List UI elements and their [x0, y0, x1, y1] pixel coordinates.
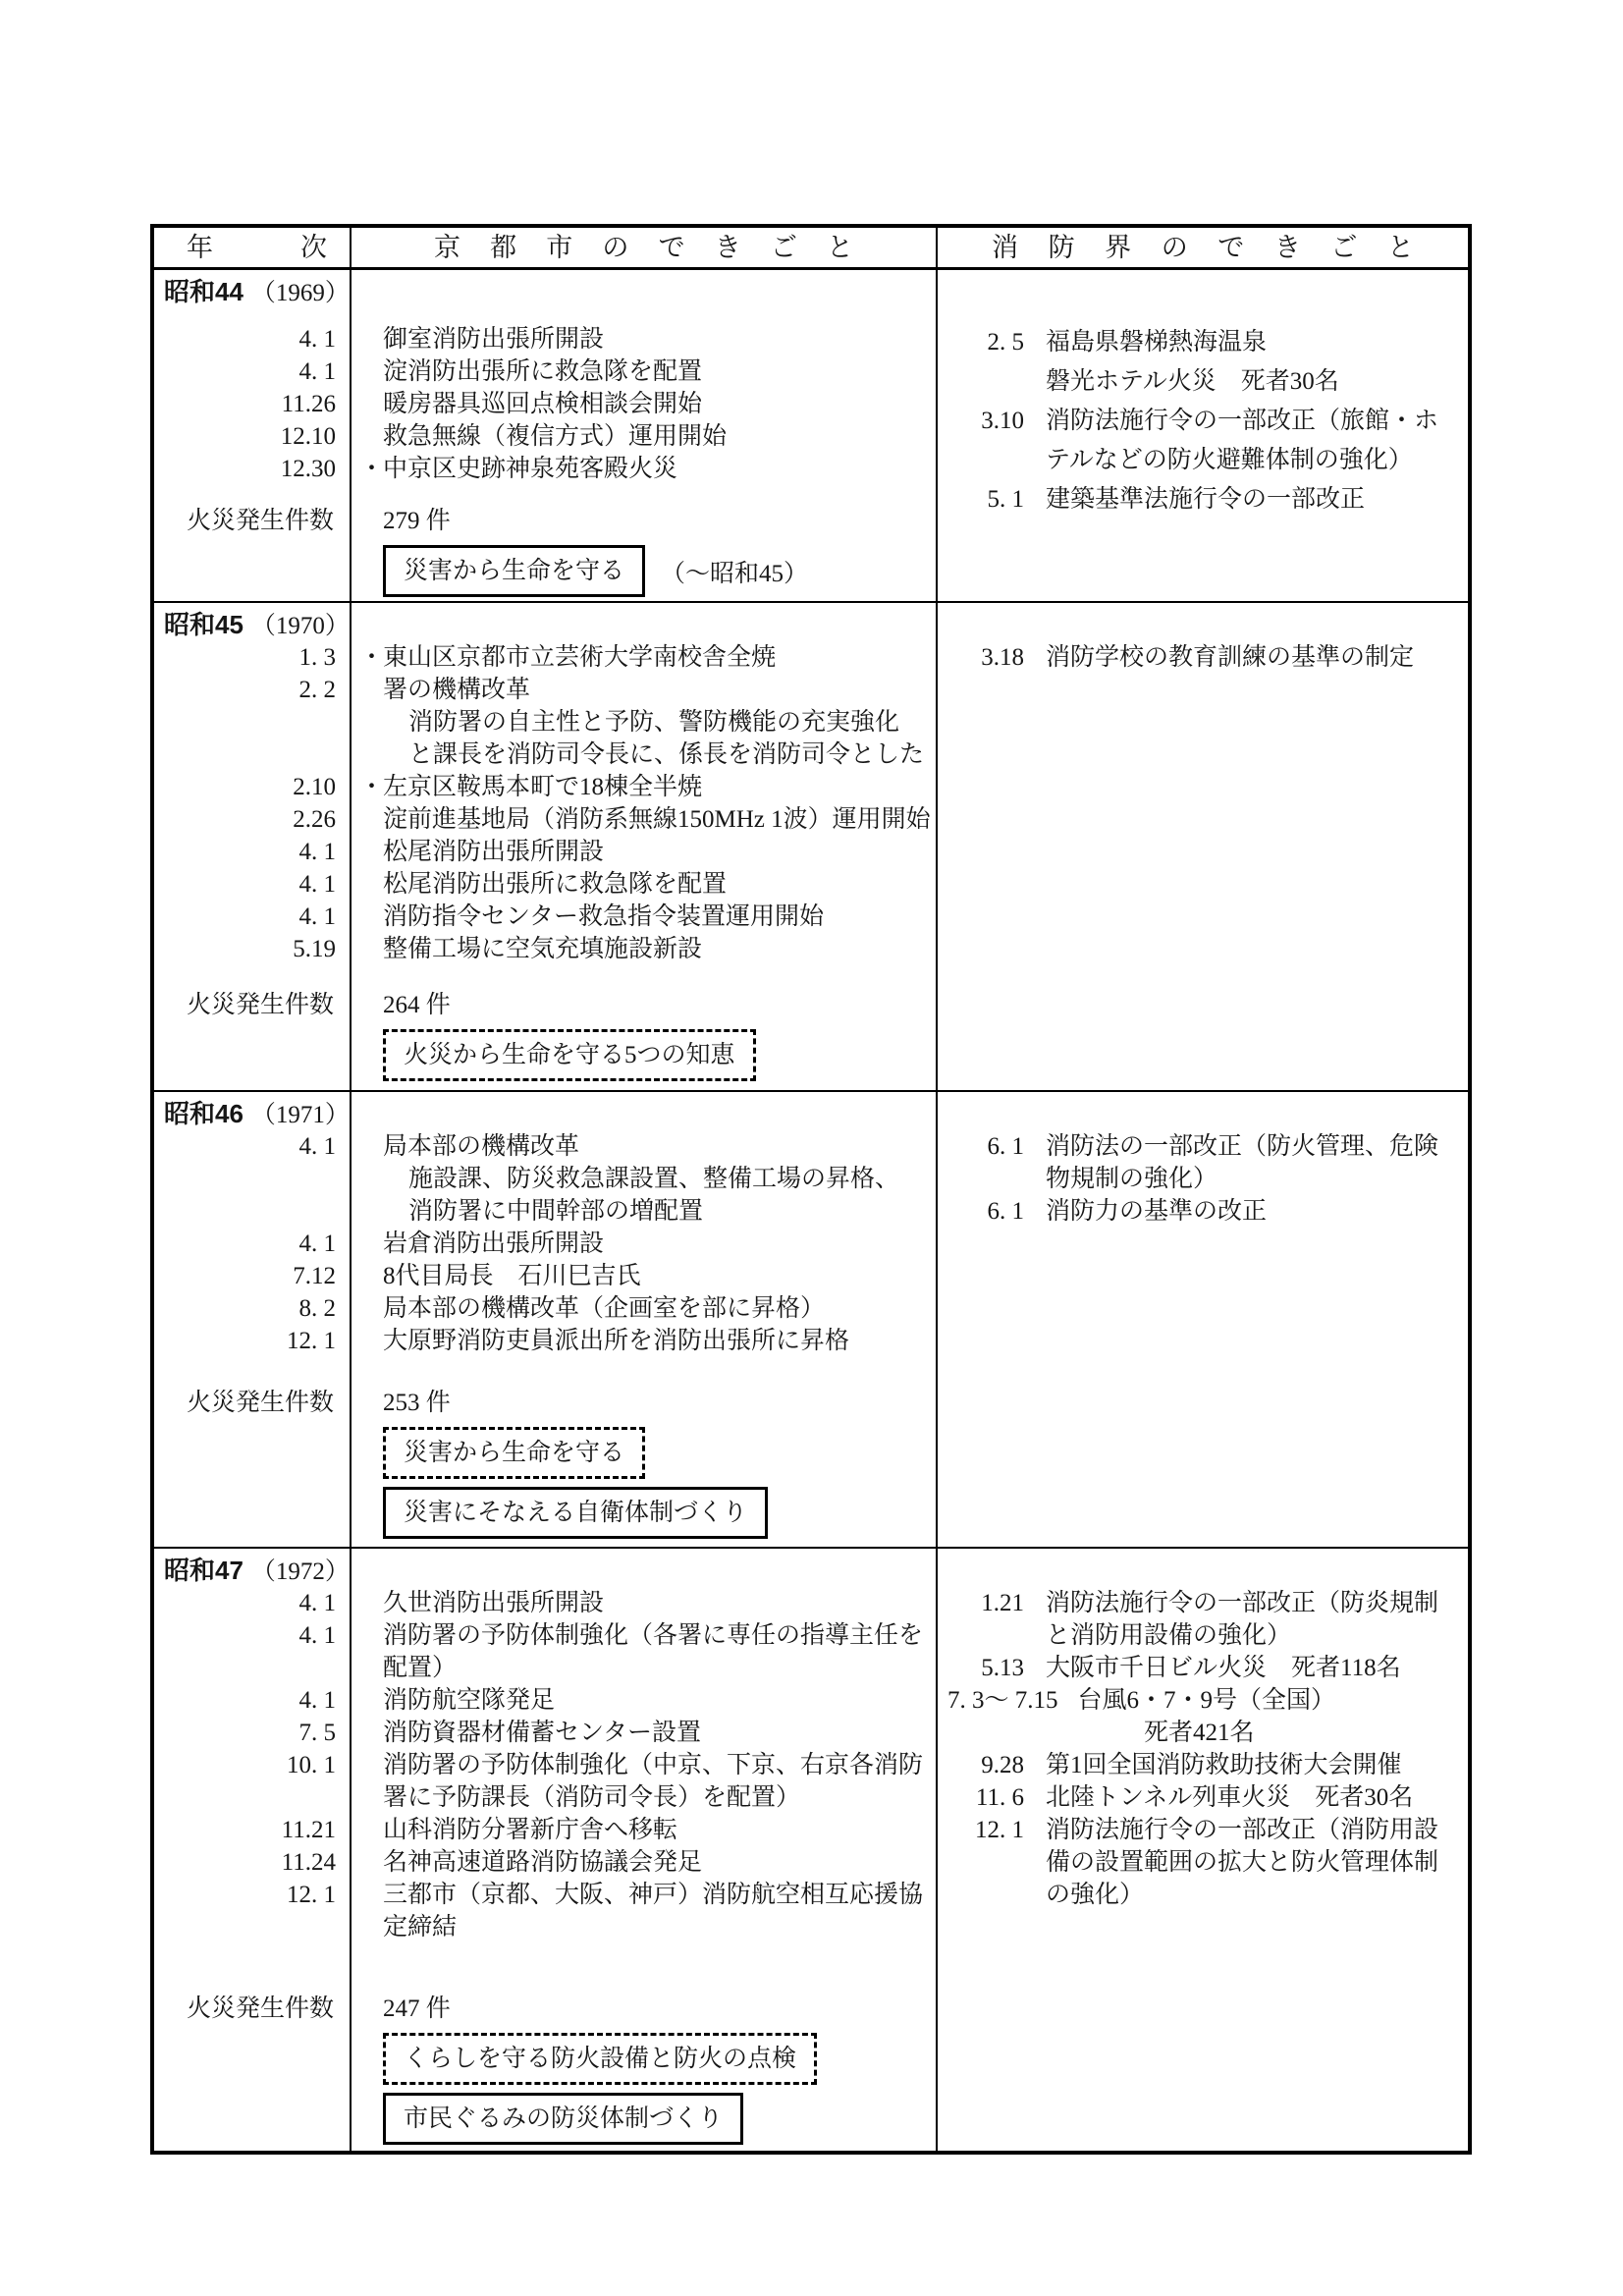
kyoto-event-text: 左京区鞍馬本町で18棟全半焼 — [383, 774, 703, 800]
kyoto-events-column — [352, 1549, 938, 2151]
fire-world-row — [947, 480, 1468, 519]
slogan-box: 火災から生命を守る5つの知恵 — [383, 1029, 756, 1081]
year-column — [154, 1549, 352, 2151]
event-date: 4. 1 — [298, 871, 336, 898]
kyoto-event-row — [383, 1130, 936, 1163]
event-date — [154, 1911, 350, 1943]
fire-world-row — [947, 1781, 1468, 1814]
kyoto-event-row — [383, 1879, 936, 1911]
fire-event-date — [947, 1846, 1024, 1879]
era-label — [154, 1098, 350, 1130]
era-label — [154, 609, 350, 641]
kyoto-event-text: 消防署に中間幹部の増配置 — [408, 1198, 704, 1225]
fire-event-text: 大阪市千日ビル火災 死者118名 — [1046, 1655, 1401, 1681]
fire-event-text: 台風6・7・9号（全国） — [1077, 1687, 1336, 1714]
event-date — [154, 706, 350, 738]
event-date: 2.26 — [293, 806, 336, 833]
year-column — [154, 1092, 352, 1547]
kyoto-event-row — [359, 771, 936, 803]
fire-event-date: 3.18 — [981, 644, 1024, 671]
fire-world-row — [947, 1749, 1468, 1781]
kyoto-event-text: 署に予防課長（消防司令長）を配置） — [383, 1784, 801, 1811]
fire-event-text: 建築基準法施行令の一部改正 — [1046, 486, 1366, 513]
kyoto-event-row — [383, 868, 936, 901]
kyoto-event-text: 暖房器具巡回点検相談会開始 — [383, 391, 703, 417]
kyoto-event-row — [383, 1684, 936, 1717]
era-name: 昭和47 — [164, 1556, 243, 1585]
kyoto-event-text: 淀前進基地局（消防系無線150MHz 1波）運用開始 — [383, 806, 931, 833]
kyoto-event-row — [383, 1587, 936, 1619]
kyoto-event-row — [383, 1228, 936, 1260]
fire-world-row — [947, 1879, 1468, 1911]
event-date: 7.12 — [293, 1263, 336, 1289]
fire-world-column — [938, 270, 1468, 601]
fire-event-date: 2. 5 — [987, 329, 1024, 355]
event-date: 4. 1 — [298, 1590, 336, 1616]
event-date: 4. 1 — [298, 326, 336, 353]
kyoto-event-text: 三都市（京都、大阪、神戸）消防航空相互応援協 — [383, 1882, 924, 1908]
year-column — [154, 270, 352, 601]
event-date: 12. 1 — [287, 1328, 336, 1354]
kyoto-event-text: 消防指令センター救急指令装置運用開始 — [383, 903, 825, 930]
era-name: 昭和44 — [164, 277, 243, 306]
kyoto-event-row — [383, 1195, 936, 1228]
header-year-column: 年次 — [154, 228, 352, 267]
kyoto-event-row — [383, 1260, 936, 1292]
fire-event-date: 3.10 — [981, 408, 1024, 434]
kyoto-event-row — [383, 901, 936, 933]
event-date: 4. 1 — [298, 358, 336, 385]
event-date — [154, 1652, 350, 1684]
kyoto-event-text: 定締結 — [383, 1914, 458, 1941]
fire-world-row — [947, 323, 1468, 362]
kyoto-events-column — [352, 1092, 938, 1547]
era-year: （1969） — [250, 280, 350, 306]
slogan-suffix: （～昭和45） — [661, 560, 809, 587]
kyoto-event-row — [383, 388, 936, 420]
event-bullet: ・ — [359, 456, 385, 482]
era-section-row — [154, 1090, 1468, 1547]
era-year: （1971） — [250, 1102, 350, 1128]
slogan-row — [383, 2093, 936, 2145]
era-name: 昭和45 — [164, 610, 243, 639]
fire-world-row — [947, 362, 1468, 402]
slogan-box: 災害から生命を守る — [383, 1427, 645, 1479]
slogan-row — [383, 1427, 936, 1479]
kyoto-event-row — [383, 803, 936, 836]
kyoto-event-row — [383, 323, 936, 355]
label-spacer-line — [383, 1098, 936, 1130]
fire-count-label: 火災発生件数 — [187, 1390, 335, 1416]
kyoto-event-text: 松尾消防出張所に救急隊を配置 — [383, 871, 728, 898]
kyoto-event-text: 久世消防出張所開設 — [383, 1590, 605, 1616]
fire-world-row — [947, 641, 1468, 674]
fire-count-label: 火災発生件数 — [187, 508, 335, 534]
era-label — [154, 276, 350, 308]
kyoto-event-row — [383, 1911, 936, 1943]
era-year: （1970） — [250, 613, 350, 639]
kyoto-event-text: 施設課、防災救急課設置、整備工場の昇格、 — [408, 1166, 900, 1192]
era-label — [154, 1555, 350, 1587]
fire-event-text: 北陸トンネル列車火災 死者30名 — [1046, 1784, 1414, 1811]
slogan-box: くらしを守る防火設備と防火の点検 — [383, 2033, 817, 2085]
event-bullet: ・ — [359, 644, 385, 671]
kyoto-event-row — [383, 836, 936, 868]
slogan-row — [383, 545, 936, 597]
kyoto-event-text: 消防署の予防体制強化（各署に専任の指導主任を — [383, 1622, 924, 1649]
event-date: 5.19 — [293, 936, 336, 962]
slogan-row — [383, 2033, 936, 2085]
header-kyoto-events: 京都市のできごと — [352, 228, 938, 267]
fire-count-value: 264 件 — [383, 992, 451, 1018]
fire-event-text: 磐光ホテル火災 死者30名 — [1046, 368, 1339, 395]
fire-world-row — [947, 441, 1468, 480]
fire-event-date: 1.21 — [981, 1590, 1024, 1616]
fire-world-row — [947, 1619, 1468, 1652]
fire-world-row — [947, 1684, 1468, 1717]
header-fire-world-events: 消防界のできごと — [992, 233, 1414, 262]
slogan-row — [383, 1487, 936, 1539]
fire-event-date: 9.28 — [981, 1752, 1024, 1778]
fire-world-row — [947, 1587, 1468, 1619]
kyoto-event-text: 消防資器材備蓄センター設置 — [383, 1720, 702, 1746]
kyoto-event-row — [383, 1781, 936, 1814]
fire-event-text: 福島県磐梯熱海温泉 — [1046, 329, 1268, 355]
fire-world-row — [947, 402, 1468, 441]
fire-world-column — [938, 1549, 1468, 2151]
kyoto-event-row — [383, 355, 936, 388]
fire-event-text: 消防学校の教育訓練の基準の制定 — [1046, 644, 1415, 671]
fire-count-label: 火災発生件数 — [187, 992, 335, 1018]
fire-event-date — [947, 1879, 1024, 1911]
kyoto-event-row — [383, 1749, 936, 1781]
event-date: 4. 1 — [298, 1230, 336, 1257]
fire-world-row — [947, 1717, 1468, 1749]
fire-event-text: と消防用設備の強化） — [1046, 1622, 1292, 1649]
kyoto-event-text: 配置） — [383, 1655, 458, 1681]
fire-event-date — [947, 1717, 1024, 1749]
era-year: （1972） — [250, 1558, 350, 1585]
kyoto-event-row — [383, 420, 936, 453]
fire-event-text: テルなどの防火避難体制の強化） — [1046, 447, 1413, 473]
event-date — [154, 1163, 350, 1195]
event-date: 1. 3 — [298, 644, 336, 671]
fire-event-date: 6. 1 — [987, 1133, 1024, 1160]
event-date: 4. 1 — [298, 839, 336, 865]
era-section-row — [154, 270, 1468, 601]
kyoto-event-row — [383, 674, 936, 706]
kyoto-event-row — [383, 1619, 936, 1652]
event-date — [154, 1195, 350, 1228]
fire-event-date: 5. 1 — [987, 486, 1024, 513]
fire-event-text: 死者421名 — [1144, 1720, 1255, 1746]
fire-event-date: 11. 6 — [975, 1784, 1024, 1811]
fire-event-text: 消防法の一部改正（防火管理、危険 — [1046, 1133, 1439, 1160]
label-spacer-line — [383, 1555, 936, 1587]
kyoto-event-text: 局本部の機構改革 — [383, 1133, 580, 1160]
fire-world-row — [947, 1814, 1468, 1846]
kyoto-event-text: 淀消防出張所に救急隊を配置 — [383, 358, 703, 385]
fire-event-text: 物規制の強化） — [1046, 1166, 1218, 1192]
kyoto-event-text: 中京区史跡神泉苑客殿火災 — [383, 456, 678, 482]
event-date: 11.24 — [281, 1849, 336, 1876]
table-header-row — [154, 228, 1468, 270]
era-section-row — [154, 1547, 1468, 2151]
kyoto-event-row — [383, 1325, 936, 1357]
fire-event-date — [947, 362, 1024, 402]
event-date: 12.10 — [280, 423, 336, 450]
event-date — [154, 1781, 350, 1814]
kyoto-event-text: 局本部の機構改革（企画室を部に昇格） — [383, 1295, 826, 1322]
history-table — [150, 224, 1472, 2155]
year-column — [154, 603, 352, 1090]
fire-count-value: 279 件 — [383, 508, 451, 534]
fire-event-date: 5.13 — [981, 1655, 1024, 1681]
fire-event-text: 備の設置範囲の拡大と防火管理体制 — [1046, 1849, 1439, 1876]
kyoto-event-text: 山科消防分署新庁舎へ移転 — [383, 1817, 678, 1843]
kyoto-event-text: 東山区京都市立芸術大学南校舎全焼 — [383, 644, 777, 671]
kyoto-event-text: 救急無線（複信方式）運用開始 — [383, 423, 728, 450]
event-date: 8. 2 — [298, 1295, 336, 1322]
slogan-box: 災害にそなえる自衛体制づくり — [383, 1487, 768, 1539]
fire-event-date: 7. 3～ 7.15 — [947, 1687, 1058, 1714]
fire-event-date — [947, 441, 1024, 480]
event-date: 2. 2 — [298, 677, 336, 703]
kyoto-event-row — [383, 706, 936, 738]
kyoto-event-text: 署の機構改革 — [383, 677, 531, 703]
kyoto-event-row — [383, 1717, 936, 1749]
event-date: 11.21 — [281, 1817, 336, 1843]
fire-event-text: 消防法施行令の一部改正（旅館・ホ — [1046, 408, 1439, 434]
event-date: 11.26 — [281, 391, 336, 417]
kyoto-event-text: 名神高速道路消防協議会発足 — [383, 1849, 703, 1876]
slogan-row — [383, 1029, 936, 1081]
event-date: 10. 1 — [287, 1752, 336, 1778]
kyoto-event-row — [383, 1814, 936, 1846]
kyoto-event-text: 松尾消防出張所開設 — [383, 839, 605, 865]
kyoto-events-column — [352, 603, 938, 1090]
era-section-row — [154, 601, 1468, 1090]
kyoto-event-text: 整備工場に空気充填施設新設 — [383, 936, 703, 962]
fire-count-label: 火災発生件数 — [187, 1995, 335, 2022]
fire-world-row — [947, 1846, 1468, 1879]
kyoto-event-row — [383, 1292, 936, 1325]
fire-world-column — [938, 603, 1468, 1090]
fire-event-date — [947, 1163, 1024, 1195]
fire-event-date: 6. 1 — [987, 1198, 1024, 1225]
slogan-box: 災害から生命を守る — [383, 545, 645, 597]
event-date: 4. 1 — [298, 1133, 336, 1160]
fire-event-text: 第1回全国消防救助技術大会開催 — [1046, 1752, 1402, 1778]
event-bullet: ・ — [359, 774, 385, 800]
slogan-box: 市民ぐるみの防災体制づくり — [383, 2093, 743, 2145]
event-date — [154, 738, 350, 771]
label-spacer-line — [383, 276, 936, 308]
fire-event-date: 12. 1 — [975, 1817, 1024, 1843]
event-date: 7. 5 — [298, 1720, 336, 1746]
kyoto-event-text: 岩倉消防出張所開設 — [383, 1230, 605, 1257]
era-name: 昭和46 — [164, 1099, 243, 1128]
event-date: 4. 1 — [298, 1687, 336, 1714]
kyoto-event-row — [383, 738, 936, 771]
kyoto-event-text: 大原野消防吏員派出所を消防出張所に昇格 — [383, 1328, 850, 1354]
kyoto-event-row — [383, 1163, 936, 1195]
fire-world-row — [947, 1163, 1468, 1195]
kyoto-event-text: 御室消防出張所開設 — [383, 326, 605, 353]
kyoto-event-text: 8代目局長 石川巳吉氏 — [383, 1263, 641, 1289]
fire-event-text: 消防法施行令の一部改正（防炎規制 — [1046, 1590, 1439, 1616]
kyoto-event-row — [359, 453, 936, 485]
kyoto-event-row — [383, 1846, 936, 1879]
kyoto-event-text: 消防署の予防体制強化（中京、下京、右京各消防 — [383, 1752, 924, 1778]
event-date: 4. 1 — [298, 1622, 336, 1649]
kyoto-event-text: と課長を消防司令長に、係長を消防司令とした — [408, 741, 925, 768]
fire-event-text: の強化） — [1046, 1882, 1145, 1908]
kyoto-event-row — [383, 933, 936, 965]
label-spacer-line — [383, 609, 936, 641]
kyoto-event-row — [359, 641, 936, 674]
event-date: 12.30 — [280, 456, 336, 482]
fire-world-column — [938, 1092, 1468, 1547]
event-date: 2.10 — [293, 774, 336, 800]
event-date: 4. 1 — [298, 903, 336, 930]
event-date: 12. 1 — [287, 1882, 336, 1908]
fire-world-row — [947, 1652, 1468, 1684]
fire-event-date — [947, 1619, 1024, 1652]
fire-event-text: 消防法施行令の一部改正（消防用設 — [1046, 1817, 1439, 1843]
kyoto-event-row — [383, 1652, 936, 1684]
kyoto-event-text: 消防航空隊発足 — [383, 1687, 556, 1714]
fire-count-value: 247 件 — [383, 1995, 451, 2022]
kyoto-events-column — [352, 270, 938, 601]
fire-count-value: 253 件 — [383, 1390, 451, 1416]
fire-event-text: 消防力の基準の改正 — [1046, 1198, 1268, 1225]
fire-world-row — [947, 1130, 1468, 1163]
kyoto-event-text: 消防署の自主性と予防、警防機能の充実強化 — [408, 709, 900, 736]
fire-world-row — [947, 1195, 1468, 1228]
